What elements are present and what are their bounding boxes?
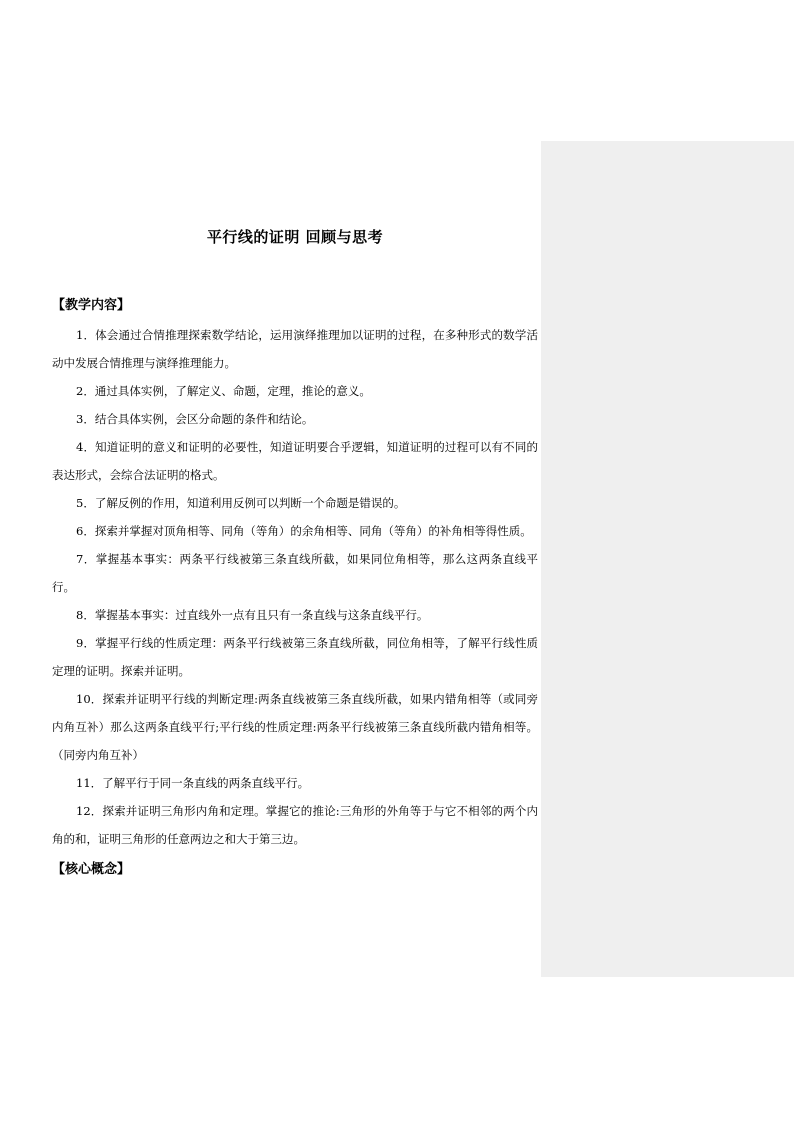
- list-item: 3．结合具体实例，会区分命题的条件和结论。: [76, 412, 314, 426]
- section-heading-core-concepts: 【核心概念】: [52, 862, 131, 877]
- teaching-content-list: [52, 321, 538, 853]
- list-item: 4．知道证明的意义和证明的必要性，知道证明要合乎逻辑，知道证明的过程可以有不同的表达形式，会综合法证明的格式。: [52, 440, 538, 482]
- list-item: 12．探索并证明三角形内角和定理。掌握它的推论:三角形的外角等于与它不相邻的两个内角的和，证明三角形的任意两边之和大于第三边。: [52, 804, 538, 846]
- document-title: 平行线的证明 回顾与思考: [206, 228, 384, 246]
- list-item: 5．了解反例的作用，知道利用反例可以判断一个命题是错误的。: [76, 496, 406, 510]
- list-item: 7．掌握基本事实：两条平行线被第三条直线所截，如果同位角相等，那么这两条直线平行。: [52, 552, 538, 594]
- comment-pane: [541, 141, 794, 977]
- list-item: 8．掌握基本事实：过直线外一点有且只有一条直线与这条直线平行。: [76, 608, 429, 622]
- list-item: 11．了解平行于同一条直线的两条直线平行。: [76, 776, 310, 790]
- list-item: 9．掌握平行线的性质定理：两条平行线被第三条直线所截，同位角相等，了解平行线性质定理的证明。探索并证明。: [52, 636, 538, 678]
- list-item: 1．体会通过合情推理探索数学结论，运用演绎推理加以证明的过程，在多种形式的数学活动中发展合情推理与演绎推理能力。: [52, 328, 538, 370]
- list-item: 6．探索并掌握对顶角相等、同角（等角）的余角相等、同角（等角）的补角相等得性质。: [76, 524, 532, 538]
- section-heading-teaching-content: 【教学内容】: [52, 298, 131, 313]
- list-item: 2．通过具体实例，了解定义、命题，定理，推论的意义。: [76, 384, 371, 398]
- list-item: 10．探索并证明平行线的判断定理:两条直线被第三条直线所截，如果内错角相等（或同旁内角互补）那么这两条直线平行;平行线的性质定理:两条平行线被第三条直线所截内错角相等。（同旁内角互补）: [52, 692, 538, 762]
